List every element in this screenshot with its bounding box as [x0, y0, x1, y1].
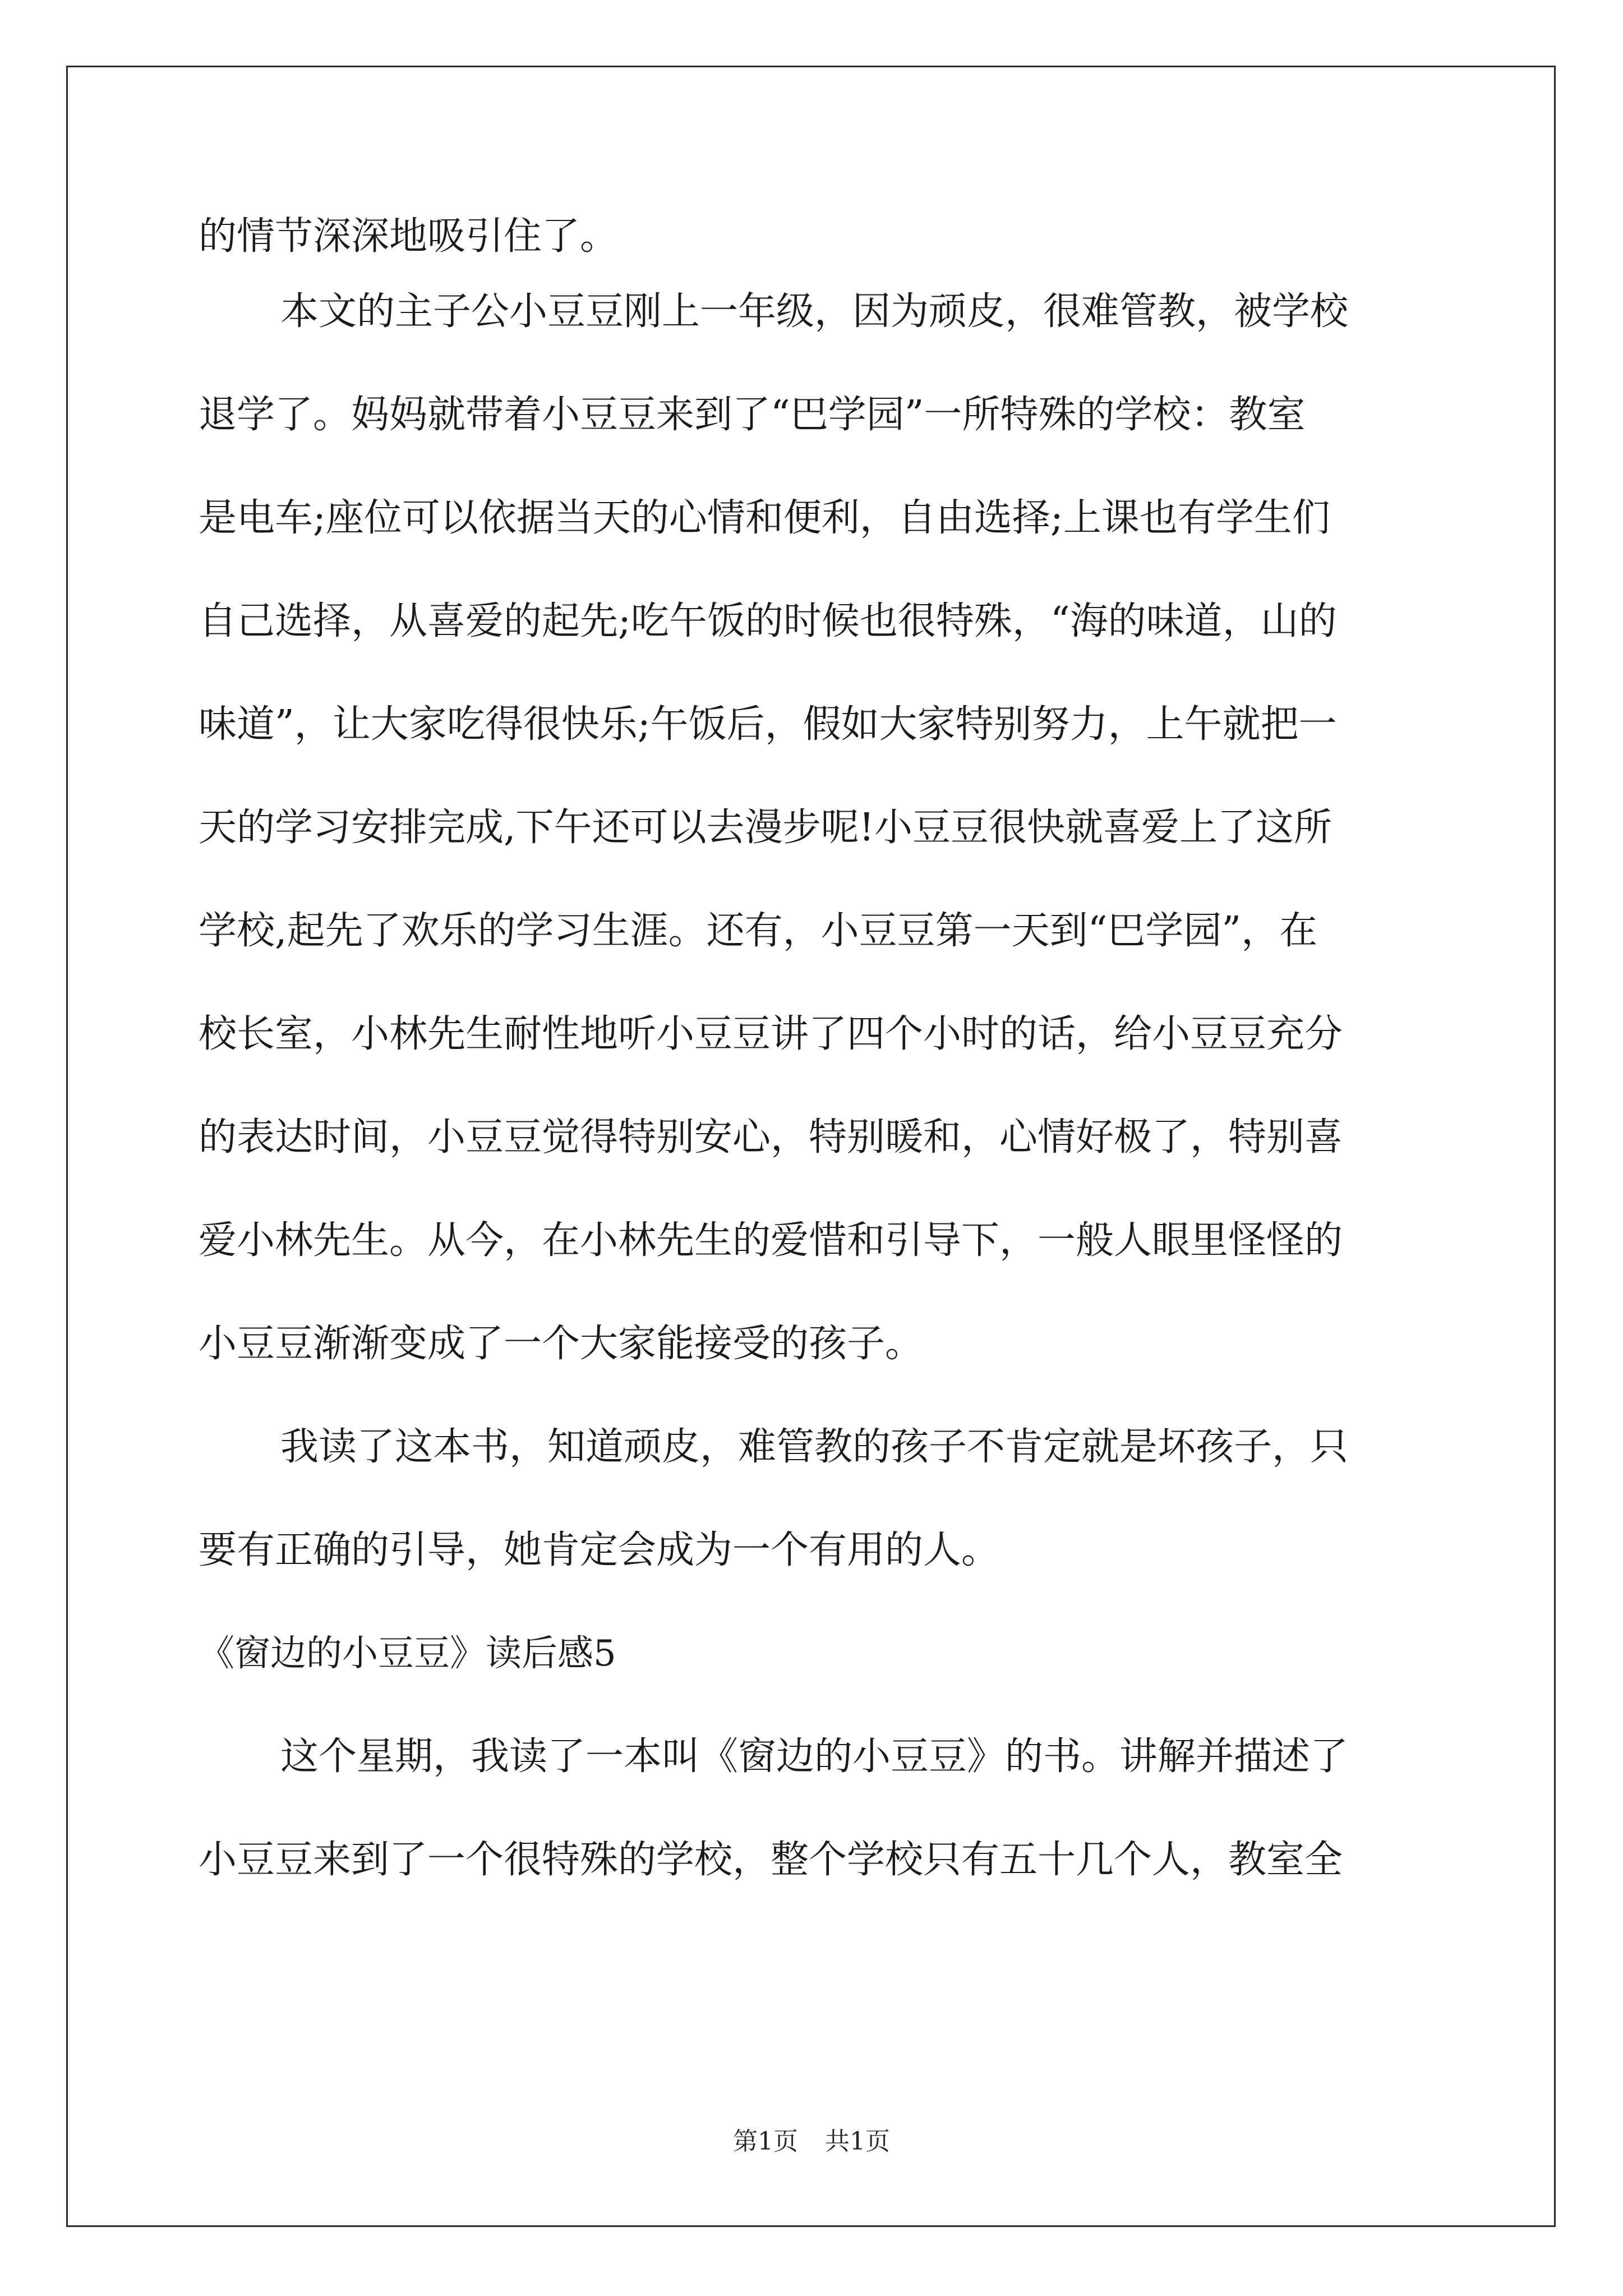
paragraph-line: 我读了这本书，知道顽皮，难管教的孩子不肯定就是坏孩子，只 [280, 1425, 1349, 1469]
paragraph-line: 学校,起先了欢乐的学习生涯。还有，小豆豆第一天到“巴学园”，在 [199, 909, 1318, 953]
paragraph-line: 要有正确的引导，她肯定会成为一个有用的人。 [199, 1528, 1000, 1572]
page-footer [0, 2125, 1623, 2159]
paragraph-line: 天的学习安排完成,下午还可以去漫步呢!小豆豆很快就喜爱上了这所 [199, 806, 1332, 850]
paragraph-line: 小豆豆渐渐变成了一个大家能接受的孩子。 [199, 1322, 924, 1366]
paragraph-line: 的情节深深地吸引住了。 [199, 214, 619, 259]
paragraph-line: 自己选择，从喜爱的起先;吃午饭的时候也很特殊，“海的味道，山的 [199, 599, 1337, 643]
page-total: 共1页 [825, 2127, 890, 2156]
paragraph-line: 退学了。妈妈就带着小豆豆来到了“巴学园”一所特殊的学校：教室 [199, 393, 1306, 437]
paragraph-line: 味道”，让大家吃得很快乐;午饭后，假如大家特别努力，上午就把一 [199, 702, 1337, 747]
paragraph-line: 小豆豆来到了一个很特殊的学校，整个学校只有五十几个人，教室全 [199, 1838, 1343, 1882]
paragraph-line: 是电车;座位可以依据当天的心情和便利，自由选择;上课也有学生们 [199, 496, 1330, 540]
section-heading: 《窗边的小豆豆》读后感5 [199, 1633, 616, 1674]
paragraph-line: 本文的主子公小豆豆刚上一年级，因为顽皮，很难管教，被学校 [280, 289, 1349, 334]
paragraph-line: 校长室，小林先生耐性地听小豆豆讲了四个小时的话，给小豆豆充分 [199, 1012, 1343, 1056]
document-body [199, 213, 1427, 1912]
paragraph-line: 这个星期，我读了一本叫《窗边的小豆豆》的书。讲解并描述了 [280, 1734, 1349, 1779]
paragraph-line: 的表达时间，小豆豆觉得特别安心，特别暖和，心情好极了，特别喜 [199, 1115, 1343, 1159]
page-number: 第1页 [733, 2127, 798, 2156]
paragraph-line: 爱小林先生。从今，在小林先生的爱惜和引导下，一般人眼里怪怪的 [199, 1218, 1343, 1263]
